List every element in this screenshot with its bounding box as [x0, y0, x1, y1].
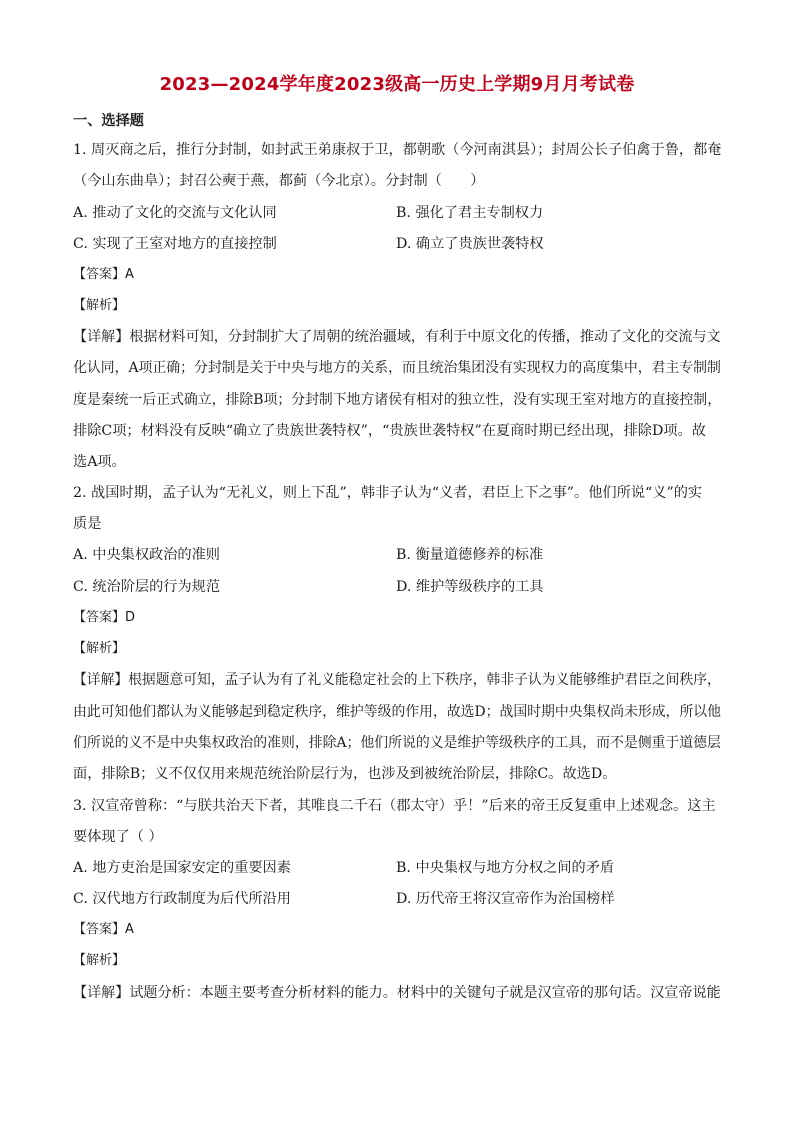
- q2-option-b: B. 衡量道德修养的标准: [396, 547, 544, 563]
- q2-stem-line-2: 质是: [73, 516, 102, 532]
- q1-detail-line-2: 化认同，A项正确；分封制是关于中央与地方的关系，而且统治集团没有实现权力的高度集中，君主专制制: [73, 360, 721, 376]
- q3-stem-line-2: 要体现了（ ）: [73, 829, 163, 845]
- q1-answer: 【答案】A: [73, 267, 134, 282]
- q1-detail-line-5: 选A项。: [73, 454, 126, 470]
- q2-detail-line-4: 面，排除B；义不仅仅用来规范统治阶层行为，也涉及到被统治阶层，排除C。故选D。: [73, 766, 617, 782]
- exam-title: 2023—2024学年度2023级高一历史上学期9月月考试卷: [159, 74, 635, 95]
- q1-option-b: B. 强化了君主专制权力: [396, 205, 544, 221]
- q2-answer: 【答案】D: [73, 610, 136, 625]
- q2-option-c: C. 统治阶层的行为规范: [73, 579, 221, 595]
- q1-detail-line-3: 度是秦统一后正式确立，排除B项；分封制下地方诸侯有相对的独立性，没有实现王室对地方的直接控制，: [73, 392, 722, 408]
- q3-option-d: D. 历代帝王将汉宣帝作为治国榜样: [396, 891, 615, 907]
- q3-analysis-label: 【解析】: [73, 953, 126, 968]
- q3-option-a: A. 地方吏治是国家安定的重要因素: [73, 860, 291, 876]
- q3-option-b: B. 中央集权与地方分权之间的矛盾: [396, 860, 615, 876]
- section-heading: 一、选择题: [73, 113, 144, 129]
- q3-answer: 【答案】A: [73, 922, 134, 937]
- q1-detail-line-1: 【详解】根据材料可知，分封制扩大了周朝的统治疆域，有利于中原文化的传播，推动了文化的交流与文: [73, 329, 721, 345]
- q1-stem-line-2: （今山东曲阜）；封召公奭于燕，都蓟（今北京）。分封制（ ）: [73, 173, 485, 189]
- q2-detail-line-1: 【详解】根据题意可知，孟子认为有了礼义能稳定社会的上下秩序，韩非子认为义能够维护君臣之间秩序，: [73, 672, 721, 688]
- q2-option-a: A. 中央集权政治的准则: [73, 547, 220, 563]
- q2-detail-line-2: 由此可知他们都认为义能够起到稳定秩序，维护等级的作用，故选D；战国时期中央集权尚未形成，所以他: [73, 704, 722, 720]
- q3-stem-line-1: 3. 汉宣帝曾称：“与朕共治天下者，其唯良二千石（郡太守）乎！”后来的帝王反复重申上述观念。这主: [73, 798, 716, 814]
- q2-detail-line-3: 们所说的义不是中央集权政治的准则，排除A；他们所说的义是维护等级秩序的工具，而不是侧重于道德层: [73, 735, 721, 751]
- q2-option-d: D. 维护等级秩序的工具: [396, 579, 544, 595]
- q1-option-a: A. 推动了文化的交流与文化认同: [73, 205, 277, 221]
- q1-analysis-label: 【解析】: [73, 298, 126, 313]
- q3-option-c: C. 汉代地方行政制度为后代所沿用: [73, 891, 291, 907]
- q1-detail-line-4: 排除C项；材料没有反映“确立了贵族世袭特权”，“贵族世袭特权”在夏商时期已经出现，排除D项。故: [73, 423, 706, 439]
- q1-stem-line-1: 1. 周灭商之后，推行分封制，如封武王弟康叔于卫，都朝歌（今河南淇县）；封周公长子伯禽于鲁，都奄: [73, 142, 722, 158]
- q3-detail-line-1: 【详解】试题分析：本题主要考查分析材料的能力。材料中的关键句子就是汉宣帝的那句话。汉宣帝说能: [73, 985, 721, 1001]
- q1-option-c: C. 实现了王室对地方的直接控制: [73, 236, 277, 252]
- q2-analysis-label: 【解析】: [73, 641, 126, 656]
- q1-option-d: D. 确立了贵族世袭特权: [396, 236, 544, 252]
- q2-stem-line-1: 2. 战国时期，孟子认为“无礼义，则上下乱”，韩非子认为“义者，君臣上下之事”。他们所说“义”的实: [73, 485, 703, 501]
